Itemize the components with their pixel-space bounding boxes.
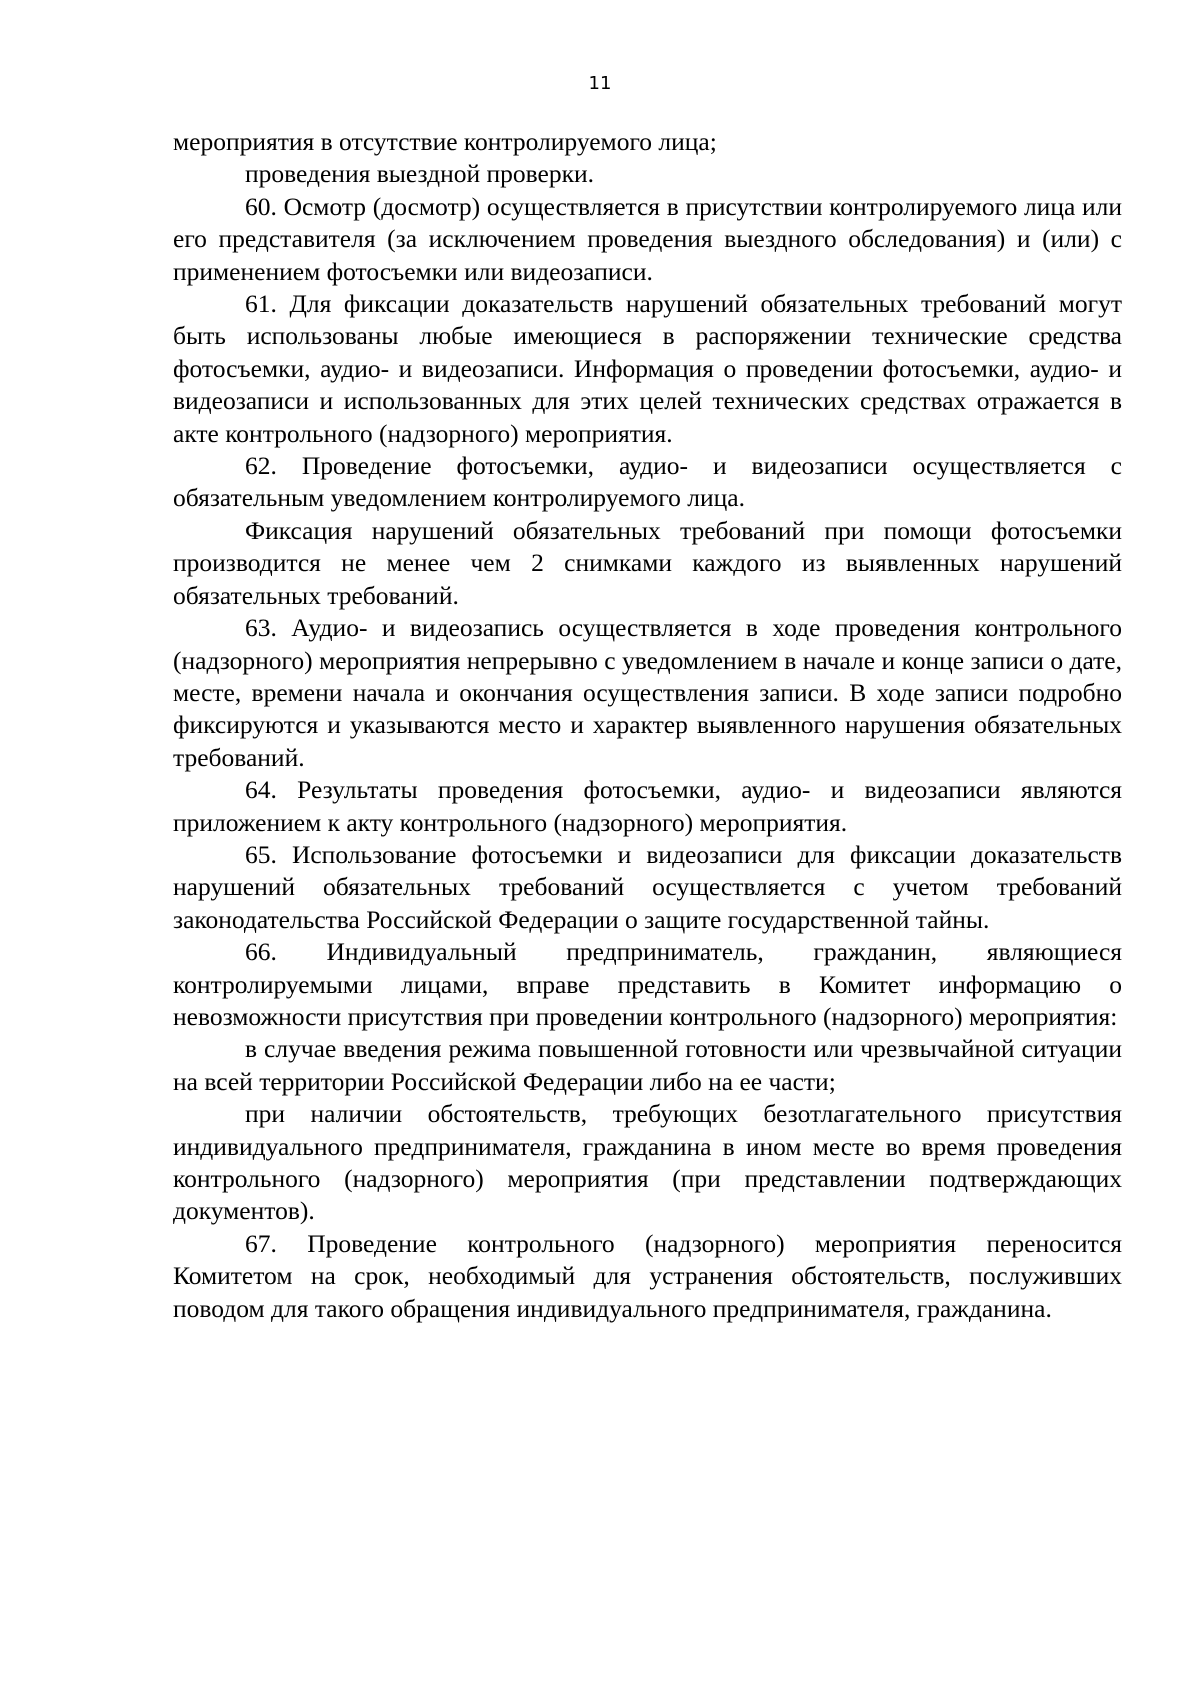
paragraph-62-continued: Фиксация нарушений обязательных требований при помощи фотосъемки производится не менее чем 2 снимками каждого из выявленных нарушений обязательных требований. [173,515,1122,610]
paragraph-61: 61. Для фиксации доказательств нарушений обязательных требований могут быть использованы любые имеющиеся в распоряжении технические средства фотосъемки, аудио- и видеозаписи. Информация о проведении фотосъемки, аудио- и видеозаписи и использованных для этих целей технических средствах отражается в акте контрольного (надзорного) мероприятия. [173,289,1122,448]
paragraph-2: проведения выездной проверки. [245,159,595,189]
paragraph-62: 62. Проведение фотосъемки, аудио- и видеозаписи осуществляется с обязательным уведомлением контролируемого лица. [173,451,1122,513]
paragraph-60: 60. Осмотр (досмотр) осуществляется в присутствии контролируемого лица или его представителя (за исключением проведения выездного обследования) и (или) с применением фотосъемки или видеозаписи. [173,191,1122,286]
paragraph-1: мероприятия в отсутствие контролируемого лица; [173,127,717,156]
paragraph-65: 65. Использование фотосъемки и видеозаписи для фиксации доказательств нарушений обязательных требований осуществляется с учетом требований законодательства Российской Федерации о защите государственной тайны. [173,839,1122,934]
paragraph-63: 63. Аудио- и видеозапись осуществляется в ходе проведения контрольного (надзорного) мероприятия непрерывно с уведомлением в начале и конце записи о дате, месте, времени начала и окончания осуществления записи. В ходе записи подробно фиксируются и указываются место и характер выявленного нарушения обязательных требований. [173,613,1122,772]
paragraph-66-item-2: при наличии обстоятельств, требующих безотлагательного присутствия индивидуального предпринимателя, гражданина в ином месте во время проведения контрольного (надзорного) мероприятия (при представлении подтверждающих документов). [173,1099,1122,1226]
paragraph-64: 64. Результаты проведения фотосъемки, аудио- и видеозаписи являются приложением к акту контрольного (надзорного) мероприятия. [173,775,1122,837]
page-number: 11 [588,73,612,94]
document-body [173,126,1122,1325]
paragraph-66-item-1: в случае введения режима повышенной готовности или чрезвычайной ситуации на всей территории Российской Федерации либо на ее части; [173,1034,1122,1096]
paragraph-66: 66. Индивидуальный предприниматель, гражданин, являющиеся контролируемыми лицами, вправе представить в Комитет информацию о невозможности присутствия при проведении контрольного (надзорного) мероприятия: [173,937,1122,1031]
paragraph-67: 67. Проведение контрольного (надзорного) мероприятия переносится Комитетом на срок, необходимый для устранения обстоятельств, послуживших поводом для такого обращения индивидуального предпринимателя, гражданина. [173,1228,1122,1323]
